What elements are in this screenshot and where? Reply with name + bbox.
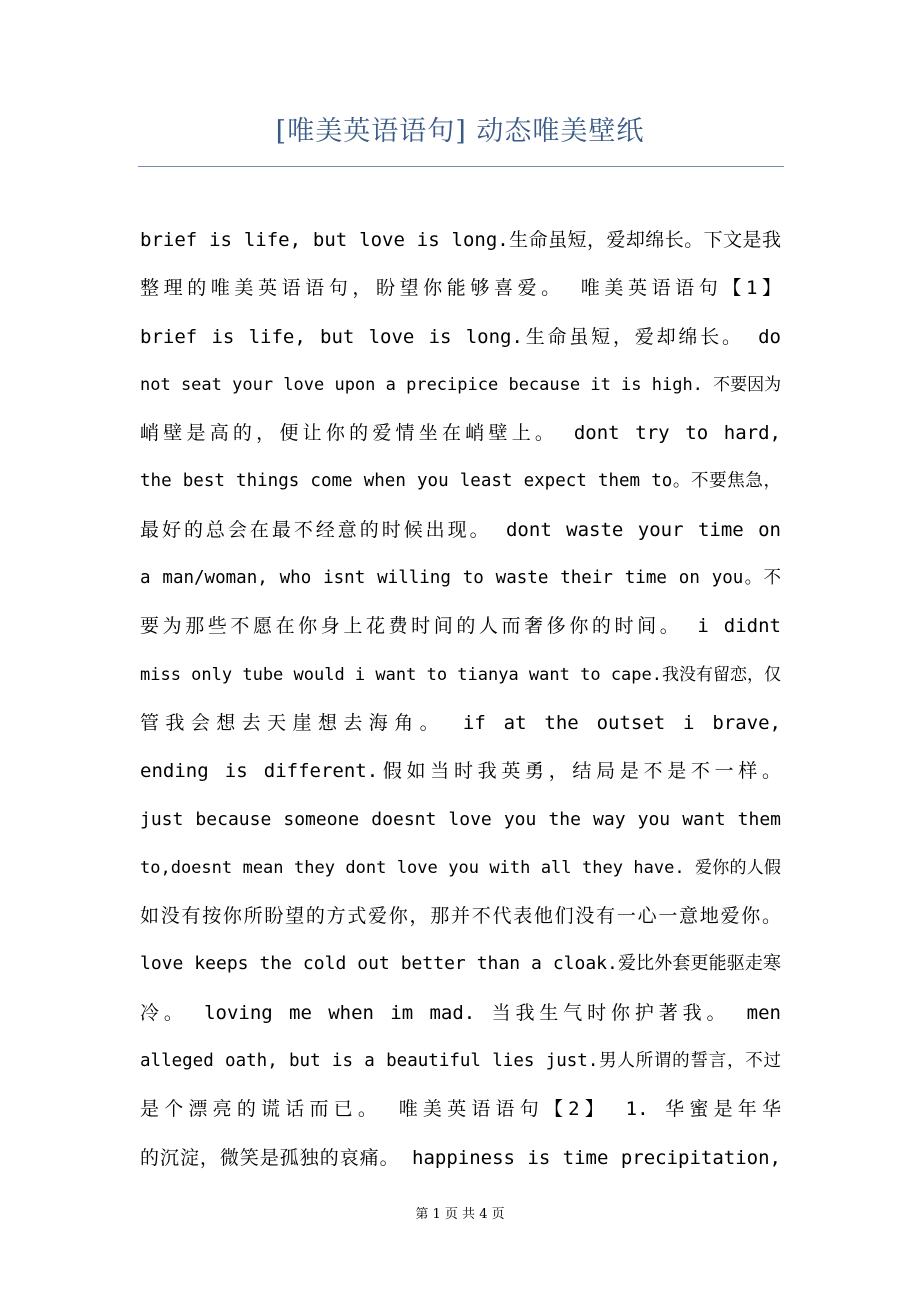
body-line: 要为那些不愿在你身上花费时间的人而奢侈你的时间。 i didnt (140, 615, 781, 638)
body-line: 冷。 loving me when im mad. 当我生气时你护著我。 men (140, 1001, 781, 1024)
body-line: 最好的总会在最不经意的时候出现。 dont waste your time on (140, 518, 781, 541)
body-line: brief is life, but love is long.生命虽短，爱却绵长。 do (140, 325, 781, 348)
document-title: [唯美英语语句] 动态唯美壁纸 (275, 116, 645, 147)
body-line: to,doesnt mean they dont love you with all they have. 爱你的人假 (140, 857, 781, 878)
body-line: the best things come when you least expect them to。不要焦急， (140, 471, 781, 492)
body-line: 是个漂亮的谎话而已。 唯美英语语句【2】 1. 华蜜是年华 (140, 1098, 781, 1121)
body-line: 峭壁是高的，便让你的爱情坐在峭壁上。 dont try to hard, (140, 422, 781, 445)
title-divider (138, 166, 784, 167)
body-line: miss only tube would i want to tianya want to cape.我没有留恋，仅 (140, 664, 781, 685)
body-line: love keeps the cold out better than a cloak.爱比外套更能驱走寒 (140, 953, 781, 975)
body-line: 的沉淀，微笑是孤独的哀痛。 happiness is time precipitation, (140, 1146, 781, 1169)
body-line: ending is different.假如当时我英勇，结局是不是不一样。 (140, 760, 781, 783)
document-body (140, 218, 781, 1184)
body-line: 如没有按你所盼望的方式爱你，那并不代表他们没有一心一意地爱你。 (140, 905, 781, 928)
body-line: just because someone doesnt love you the way you want them (140, 808, 781, 830)
body-line: 管我会想去天崖想去海角。 if at the outset i brave, (140, 711, 781, 734)
body-line: alleged oath, but is a beautiful lies just.男人所谓的誓言，不过 (140, 1051, 781, 1072)
page-number: 第 1 页 共 4 页 (415, 1207, 505, 1222)
body-line: brief is life, but love is long.生命虽短，爱却绵长。下文是我 (140, 229, 781, 251)
body-line: not seat your love upon a precipice because it is high. 不要因为 (140, 374, 781, 395)
body-line: a man/woman, who isnt willing to waste their time on you。不 (140, 568, 781, 589)
body-line: 整理的唯美英语语句，盼望你能够喜爱。 唯美英语语句【1】 (140, 277, 781, 300)
